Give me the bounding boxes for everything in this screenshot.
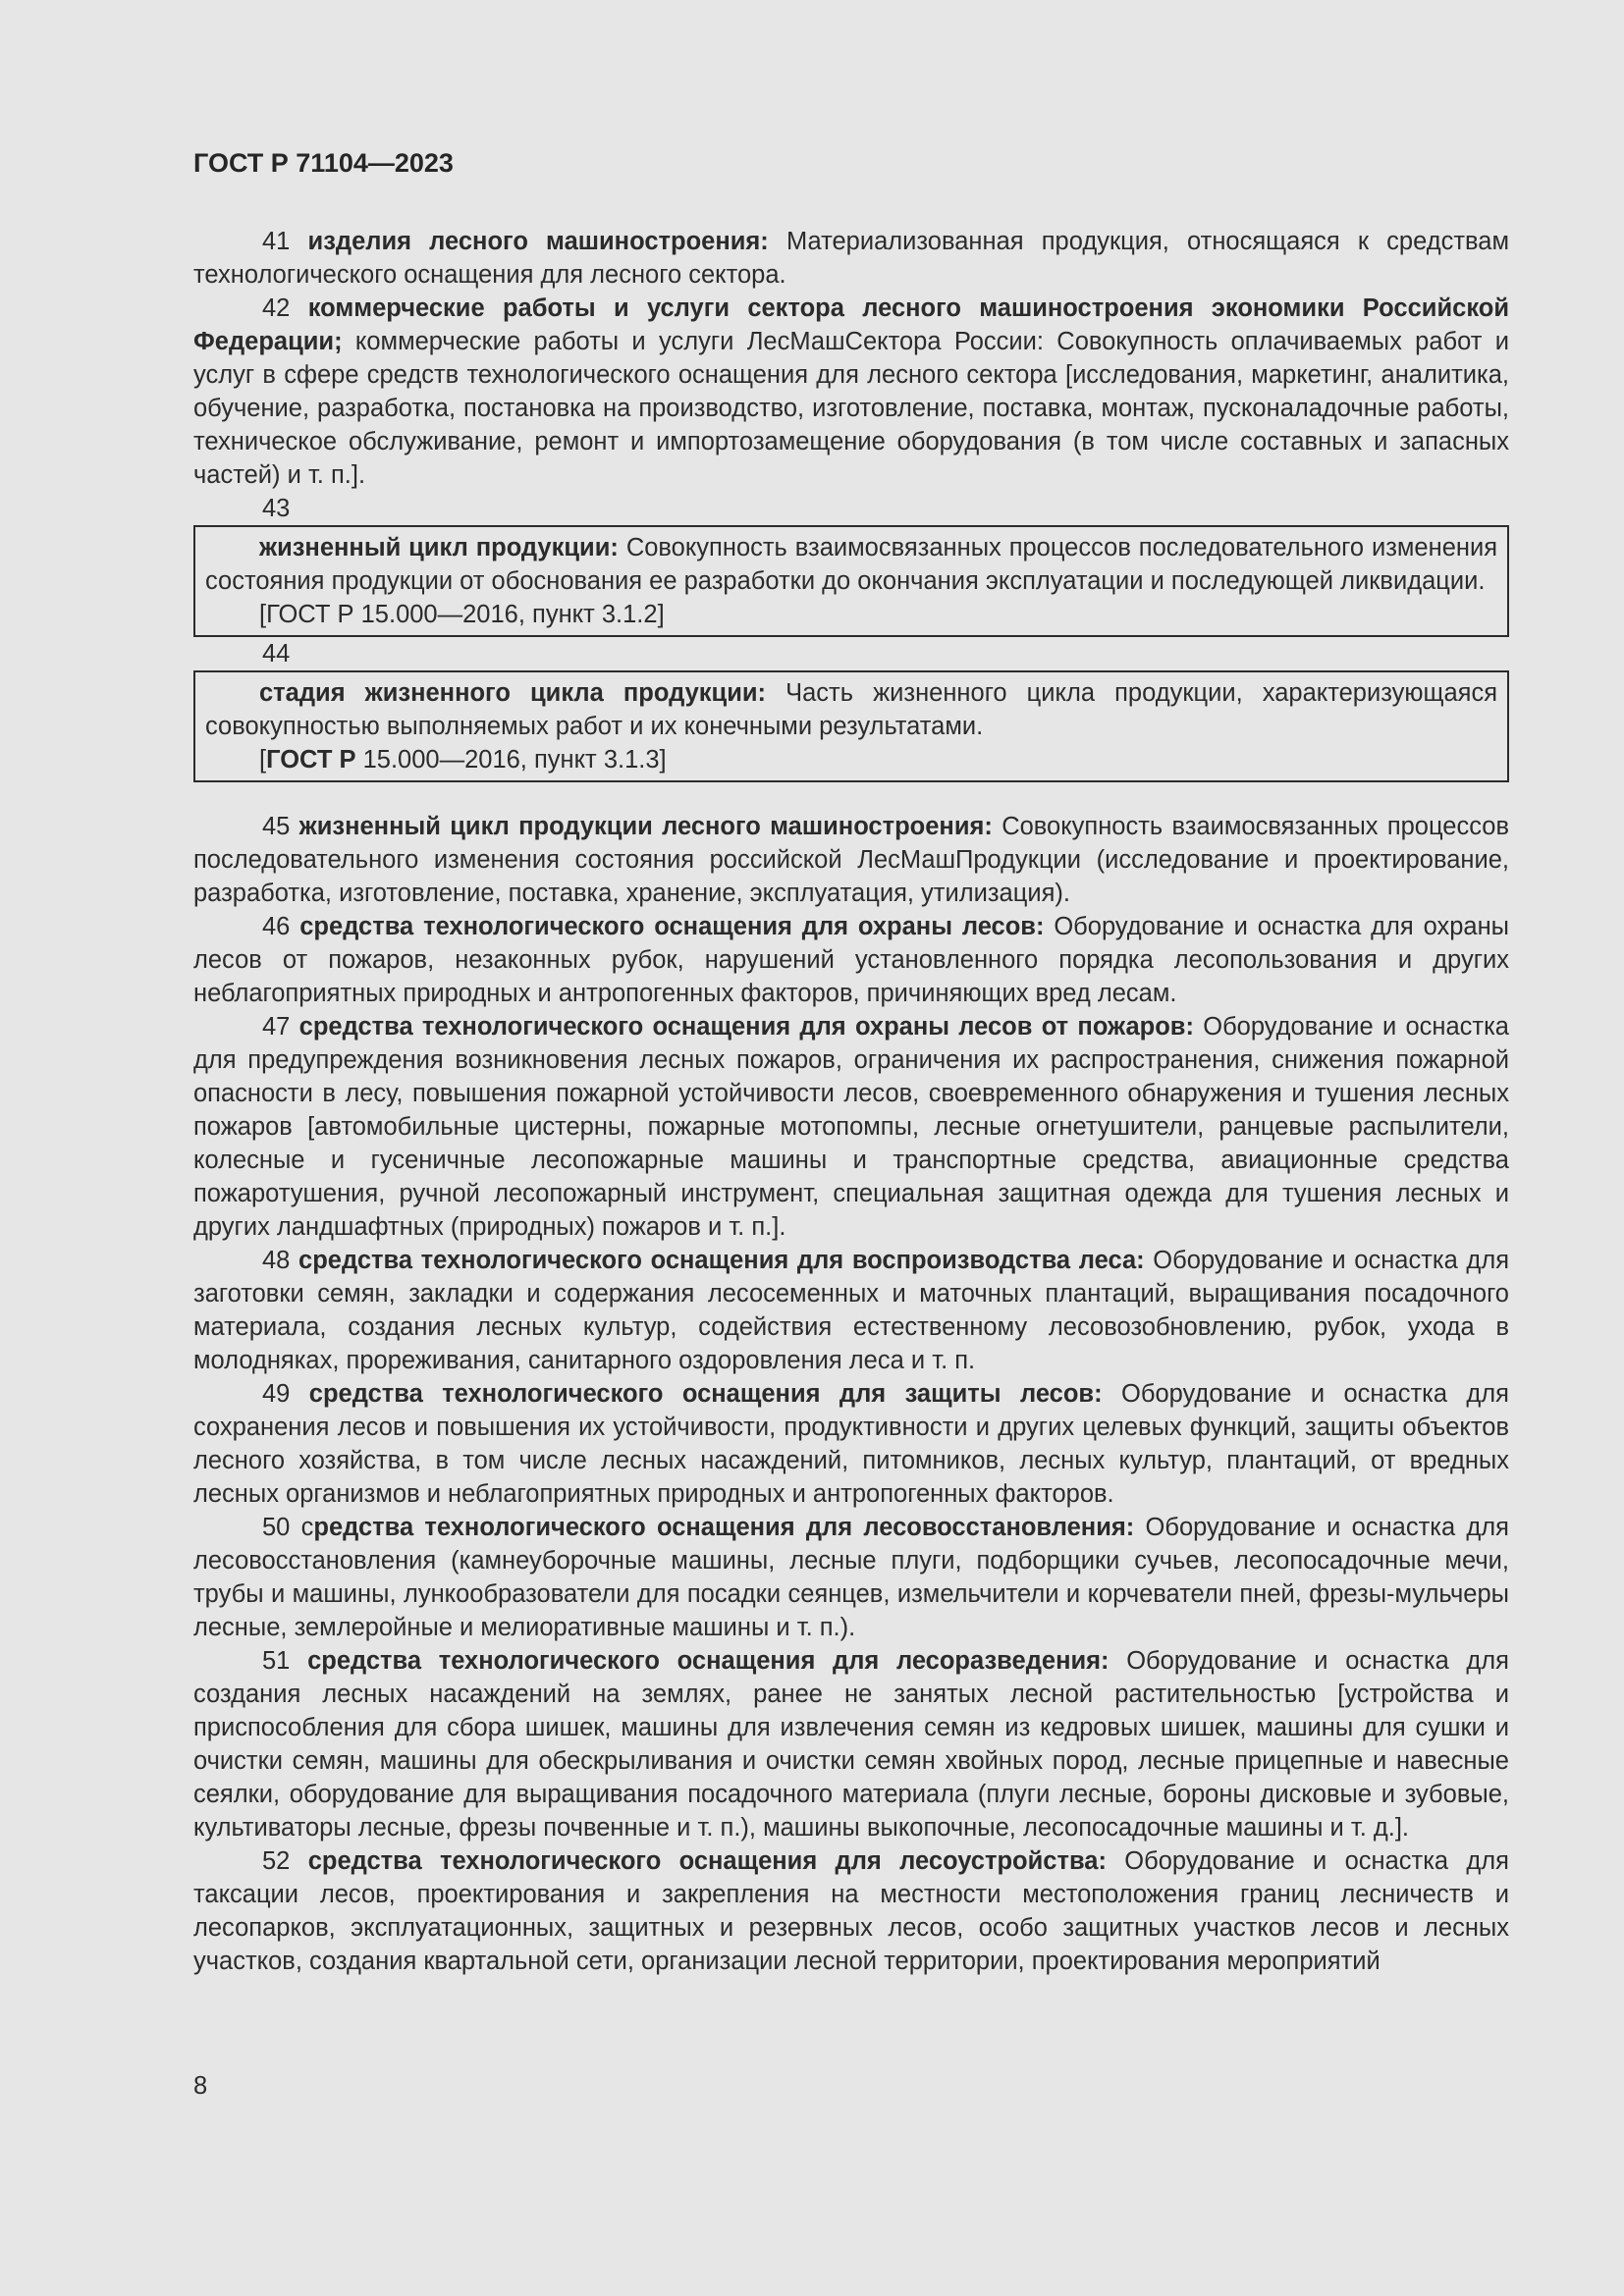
entry-number: 51 [262,1647,291,1675]
entry-45 [193,810,1509,910]
entry-term: редства технологического оснащения для лесовосстановления: [313,1514,1135,1541]
entry-term: изделия лесного машиностроения: [307,228,769,255]
entry-49 [193,1377,1509,1511]
entry-term: средства технологического оснащения для лесоустройства: [307,1847,1107,1875]
entry-42 [193,292,1509,492]
entry-term: жизненный цикл продукции лесного машиностроения: [298,813,993,840]
ref-rest: 15.000—2016, пункт 3.1.3] [355,746,667,774]
entry-number-suffix: с [300,1514,314,1541]
quoted-term-box-44 [193,670,1509,782]
quoted-term-box-43 [193,525,1509,637]
entry-44-number: 44 [262,640,291,667]
entry-definition: Материализованная продукция, относящаяся к средствам технологического оснащения для лесного сектора. [193,228,1509,289]
entry-number: 50 [262,1514,291,1541]
entry-definition: коммерческие работы и услуги ЛесМашСектора России: Совокупность оплачиваемых работ и услуг в сфере средств технологического оснащения для лесного сектора [исследования, маркетинг, аналитика, обучение, разработка, постановка на производство, изготовление, поставка, монтаж, пусконаладочные работы, техническое обслуживание, ремонт и импортозамещение оборудования (в том числе составных и запасных частей) и т. п.]. [193,328,1509,489]
document-header: ГОСТ Р 71104—2023 [193,148,454,178]
entry-number: 52 [262,1847,291,1875]
entry-43-number: 43 [262,495,291,522]
entry-51 [193,1644,1509,1844]
entry-48 [193,1244,1509,1377]
entry-term: жизненный цикл продукции: [259,534,619,561]
entry-definition: Совокупность взаимосвязанных процессов последовательного изменения состояния российской ЛесМашПродукции (исследование и проектирование, разработка, изготовление, поставка, хранение, эксплуатация, утилизация). [193,813,1510,907]
entry-term: средства технологического оснащения для охраны лесов от пожаров: [298,1013,1194,1041]
entry-term: средства технологического оснащения для лесоразведения: [307,1647,1110,1675]
entry-52 [193,1844,1509,1978]
entry-number: 46 [262,913,291,940]
page-number: 8 [193,2072,208,2100]
entry-43 [205,531,1497,598]
entry-definition: Оборудование и оснастка для предупреждения возникновения лесных пожаров, ограничения их распространения, снижения пожарной опасности в лесу, повышения пожарной устойчивости лесов, своевременного обнаружения и тушения лесных пожаров [автомобильные цистерны, пожарные мотопомпы, лесные огнетушители, ранцевые распылители, колесные и гусеничные лесопожарные машины и транспортные средства, авиационные средства пожаротушения, ручной лесопожарный инструмент, специальная защитная одежда для тушения лесных и других ландшафтных (природных) пожаров и т. п.]. [193,1013,1509,1241]
entry-number: 41 [262,228,291,255]
entry-term: средства технологического оснащения для воспроизводства леса: [298,1247,1145,1274]
entry-definition: Оборудование и оснастка для таксации лесов, проектирования и закрепления на местности местоположения границ лесничеств и лесопарков, эксплуатационных, защитных и резервных лесов, особо защитных участков лесов и лесных участков, создания квартальной сети, организации лесной территории, проектирования мероприятий [193,1847,1509,1975]
entry-definition: Часть жизненного цикла продукции, характеризующаяся совокупностью выполняемых работ и их конечными результатами. [205,679,1498,740]
entry-definition: Оборудование и оснастка для охраны лесов от пожаров, незаконных рубок, нарушений установленного порядка лесопользования и других неблагоприятных природных и антропогенных факторов, причиняющих вред лесам. [193,913,1509,1007]
entry-definition: Оборудование и оснастка для создания лесных насаждений на землях, ранее не занятых лесной растительностью [устройства и приспособления для сбора шишек, машины для извлечения семян из кедровых шишек, машины для сушки и очистки семян, машины для обескрыливания и очистки семян хвойных пород, лесные прицепные и навесные сеялки, оборудование для выращивания посадочного материала (плуги лесные, бороны дисковые и зубовые, культиваторы лесные, фрезы почвенные и т. п.), машины выкопочные, лесопосадочные машины и т. д.]. [193,1647,1509,1842]
entry-number: 45 [262,813,291,840]
ref-standard-prefix: ГОСТ Р [266,746,356,774]
entry-definition: Совокупность взаимосвязанных процессов последовательного изменения состояния продукции от обоснования ее разработки до окончания эксплуатации и последующей ликвидации. [205,534,1498,595]
entry-definition: Оборудование и оснастка для сохранения лесов и повышения их устойчивости, продуктивности и других целевых функций, защиты объектов лесного хозяйства, в том числе лесных насаждений, питомников, лесных культур, плантаций, от вредных лесных организмов и неблагоприятных природных и антропогенных факторов. [193,1380,1509,1508]
entry-number: 47 [262,1013,291,1041]
entry-number: 49 [262,1380,291,1408]
entry-41 [193,225,1509,292]
ref-bracket: [ [259,746,267,774]
entry-46 [193,910,1509,1010]
entry-definition: Оборудование и оснастка для заготовки семян, закладки и содержания лесосеменных и маточных плантаций, выращивания посадочного материала, создания лесных культур, содействия естественному лесовозобновлению, рубок, ухода в молодняках, прореживания, санитарного оздоровления леса и т. п. [193,1247,1510,1374]
entry-term: коммерческие работы и услуги сектора лесного машиностроения экономики Российской Федерации; [193,294,1510,355]
entry-50 [193,1511,1509,1644]
entry-47 [193,1010,1509,1244]
entry-term: средства технологического оснащения для охраны лесов: [299,913,1045,940]
entry-44 [205,676,1497,743]
entry-term: стадия жизненного цикла продукции: [259,679,767,707]
entry-source-reference [205,743,1497,776]
entry-source-reference: [ГОСТ Р 15.000—2016, пункт 3.1.2] [259,601,665,628]
document-body [193,225,1509,1978]
entry-number: 48 [262,1247,291,1274]
entry-definition: Оборудование и оснастка для лесовосстановления (камнеуборочные машины, лесные плуги, подборщики сучьев, лесопосадочные мечи, трубы и машины, лункообразователи для посадки сеянцев, измельчители и корчеватели пней, фрезы-мульчеры лесные, землеройные и мелиоративные машины и т. п.). [193,1514,1509,1641]
entry-term: средства технологического оснащения для защиты лесов: [308,1380,1103,1408]
entry-number: 42 [262,294,291,322]
